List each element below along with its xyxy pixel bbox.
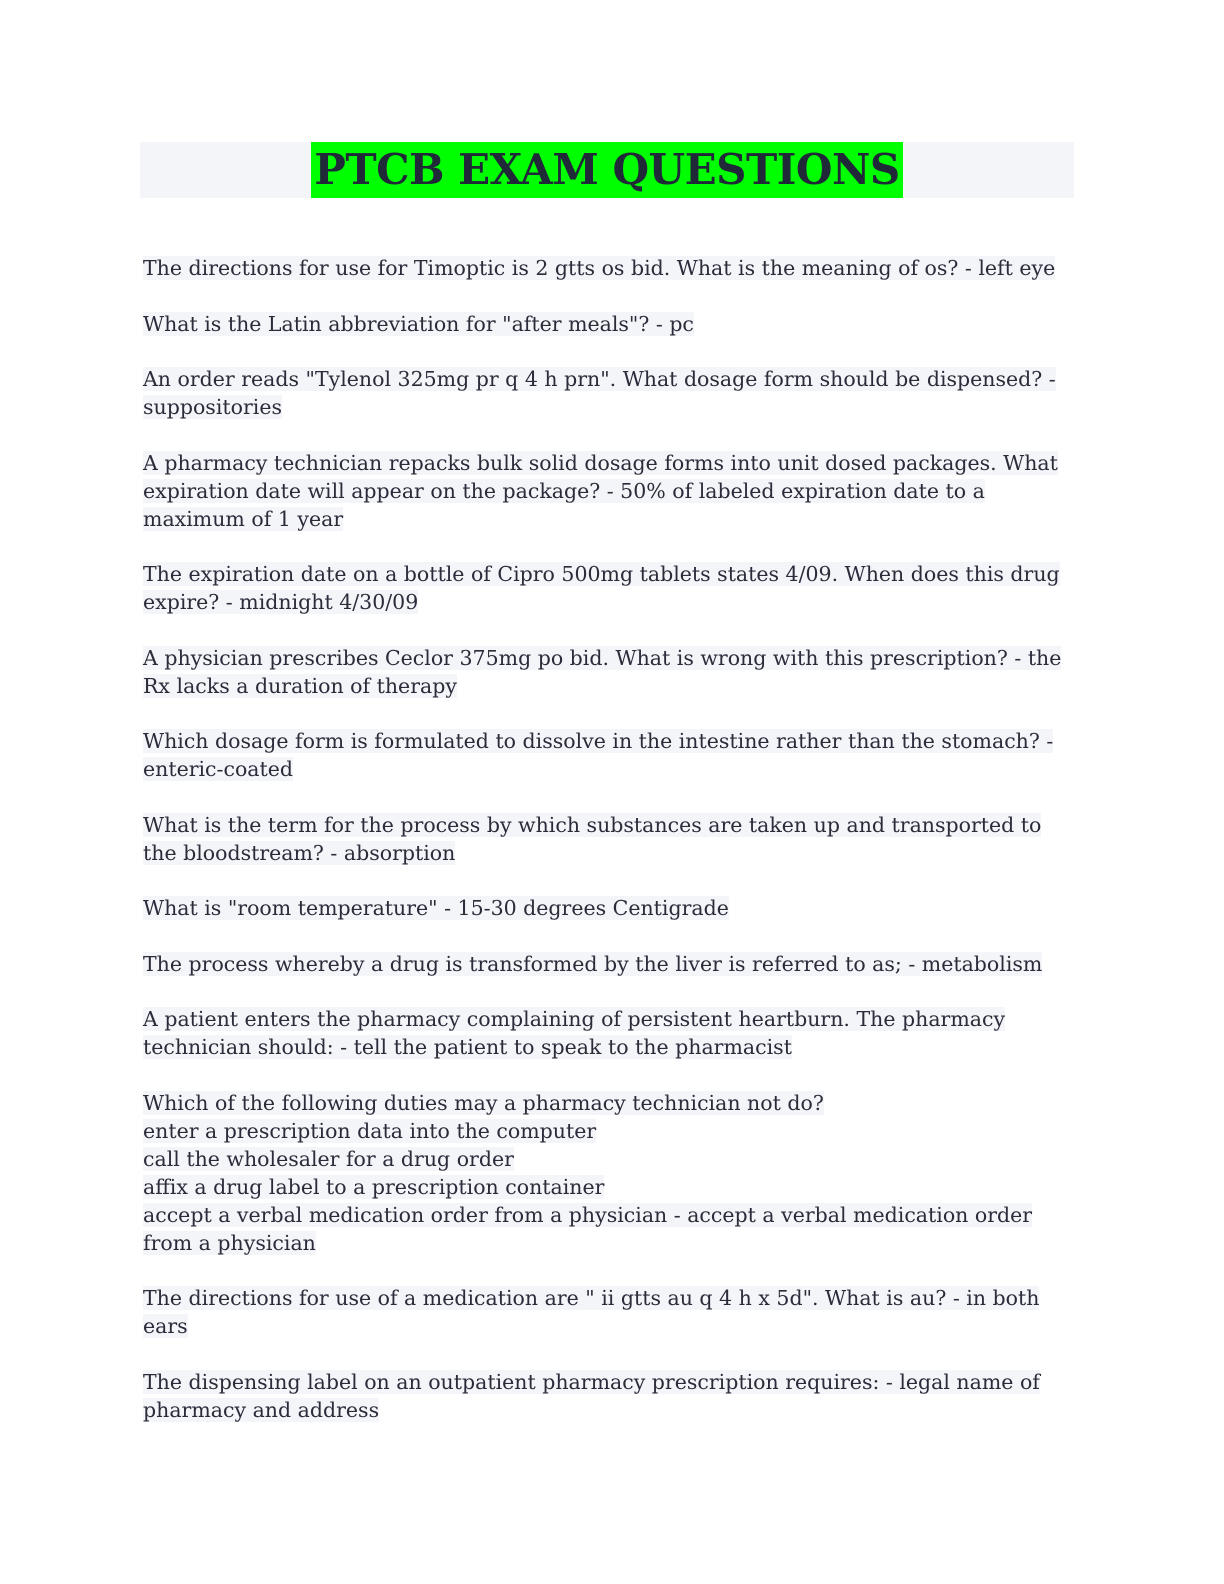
question-item: [143, 365, 1071, 421]
question-item: [143, 254, 1071, 282]
question-text: The directions for use for Timoptic is 2 gtts os bid. What is the meaning of os? - left eye: [143, 256, 1056, 280]
question-text: What is the Latin abbreviation for "after meals"? - pc: [143, 311, 694, 336]
question-text: The dispensing label on an outpatient pharmacy prescription requires: - legal name of pharmacy and address: [143, 1369, 1040, 1422]
question-text: enter a prescription data into the computer: [143, 1118, 597, 1143]
question-text: What is "room temperature" - 15-30 degrees Centigrade: [143, 896, 729, 920]
question-item: [143, 1005, 1071, 1061]
question-text: A physician prescribes Ceclor 375mg po bid. What is wrong with this prescription? - the Rx lacks a duration of therapy: [143, 645, 1062, 698]
question-item: [143, 950, 1071, 978]
question-item: [143, 1089, 1071, 1257]
question-text: An order reads "Tylenol 325mg pr q 4 h prn". What dosage form should be dispensed? - suppositories: [143, 367, 1056, 419]
question-text: The process whereby a drug is transformed by the liver is referred to as; - metabolism: [143, 951, 1043, 976]
question-text: What is the term for the process by which substances are taken up and transported to the bloodstream? - absorption: [143, 812, 1042, 865]
question-item: [143, 727, 1071, 783]
title-banner: [140, 142, 1074, 198]
question-text: The expiration date on a bottle of Cipro 500mg tablets states 4/09. When does this drug expire? - midnight 4/30/09: [143, 562, 1060, 614]
question-text: accept a verbal medication order from a physician - accept a verbal medication order from a physician: [143, 1202, 1033, 1255]
question-item: [143, 811, 1071, 867]
question-text: The directions for use of a medication are " ii gtts au q 4 h x 5d". What is au? - in both ears: [143, 1286, 1040, 1338]
question-list: [143, 254, 1071, 1451]
page-title: PTCB EXAM QUESTIONS: [311, 142, 902, 198]
question-text: call the wholesaler for a drug order: [143, 1146, 514, 1171]
question-item: [143, 1284, 1071, 1340]
question-item: [143, 644, 1071, 700]
question-text: Which of the following duties may a pharmacy technician not do?: [143, 1090, 824, 1115]
question-text: affix a drug label to a prescription container: [143, 1174, 605, 1199]
question-item: [143, 449, 1071, 533]
question-item: [143, 310, 1071, 338]
question-text: A pharmacy technician repacks bulk solid dosage forms into unit dosed packages. What expiration date will appear on the package? - 50% of labeled expiration date to a maximum of 1 year: [143, 450, 1058, 531]
question-text: A patient enters the pharmacy complaining of persistent heartburn. The pharmacy technician should: - tell the patient to speak to the pharmacist: [143, 1007, 1006, 1059]
question-item: [143, 1368, 1071, 1424]
question-item: [143, 894, 1071, 922]
question-item: [143, 560, 1071, 616]
question-text: Which dosage form is formulated to dissolve in the intestine rather than the stomach? - enteric-coated: [143, 729, 1054, 781]
